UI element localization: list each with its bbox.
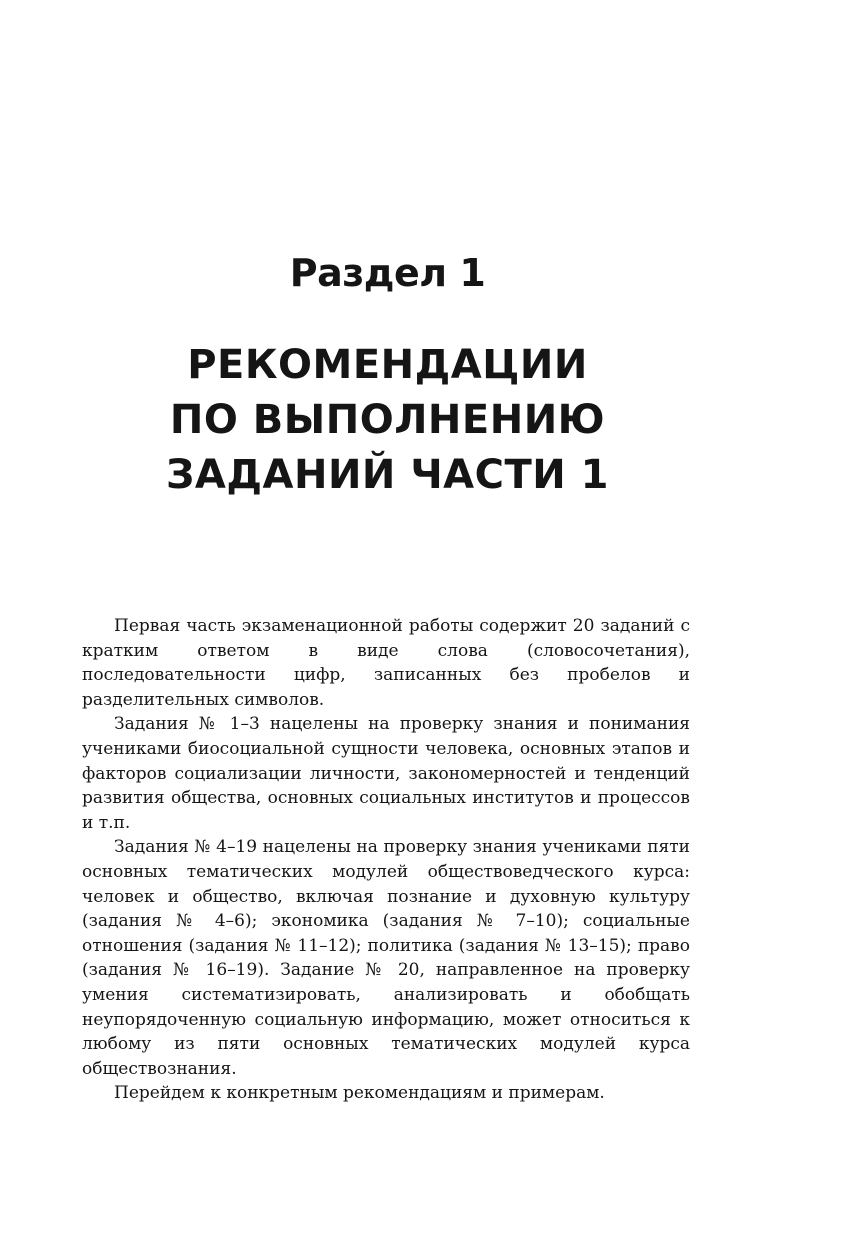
- section-title-line: ЗАДАНИЙ ЧАСТИ 1: [166, 452, 609, 498]
- paragraph: Задания № 1–3 нацелены на проверку знания и понимания учениками биосоциальной сущности человека, основных этапов и факторов социализации личности, закономерностей и тенденций развития общества, основных социальных институтов и процессов и т.п.: [82, 714, 690, 833]
- paragraph: Задания № 4–19 нацелены на проверку знания учениками пяти основных тематических модулей обществоведческого курса: человек и общество, включая познание и духовную культуру (задания № 4–6); экономика (задания № 7–10); социальные отношения (задания № 11–12); политика (задания № 13–15); право (задания № 16–19). Задание № 20, направленное на проверку умения систематизировать, анализировать и обобщать неупорядоченную социальную информацию, может относиться к любому из пяти основных тематических модулей курса обществознания.: [82, 837, 690, 1079]
- section-title: [0, 338, 775, 503]
- paragraph: Перейдем к конкретным рекомендациям и примерам.: [114, 1083, 605, 1104]
- body-text: [82, 614, 690, 1106]
- section-title-line: РЕКОМЕНДАЦИИ: [187, 342, 588, 388]
- section-title-line: ПО ВЫПОЛНЕНИЮ: [169, 397, 606, 443]
- paragraph: Первая часть экзаменационной работы содержит 20 заданий с кратким ответом в виде слова (словосочетания), последовательности цифр, записанных без пробелов и разделительных символов.: [82, 616, 690, 710]
- section-label: Раздел 1: [289, 251, 486, 295]
